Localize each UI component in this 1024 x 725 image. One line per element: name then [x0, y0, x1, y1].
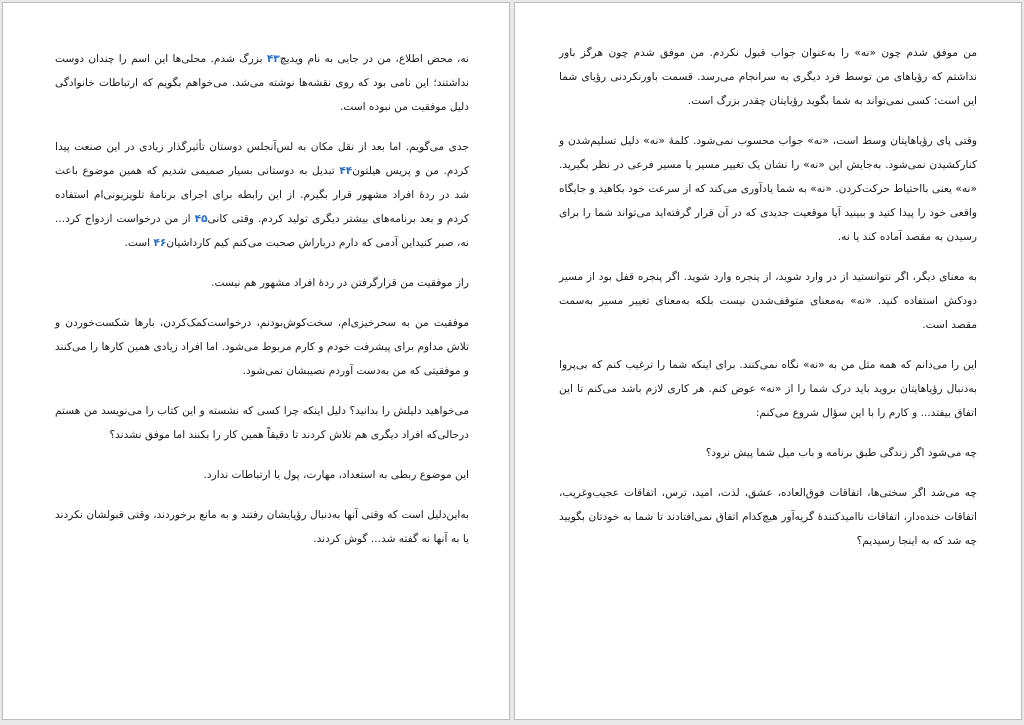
- paragraph: [559, 41, 977, 113]
- paragraph-text: چه می‌شد اگر سختی‌ها، اتفاقات فوق‌العاده، عشق، لذت، امید، ترس، اتفاقات عجیب‌وغریب، اتفاقات خنده‌دار، اتفاقات ناامیدکنندهٔ گریه‌آور هیچ‌کدام اتفاق نمی‌افتادند تا شما به خودتان بگویید چه شد که به اینجا رسیدیم؟: [559, 487, 977, 547]
- footnote-ref: ۴۴: [339, 165, 353, 177]
- paragraph: [55, 271, 469, 295]
- footnote-ref: ۴۳: [266, 53, 280, 65]
- paragraph-text: موفقیت من به سحرخیزی‌ام، سخت‌کوش‌بودنم، درخواست‌کمک‌کردن، بارها شکست‌خوردن و تلاش مداوم برای پیشرفت خودم و کارم مربوط می‌شود. اما افراد زیادی همین کارها را می‌کنند و موفقیتی که من به‌دست آوردم نصیبشان نمی‌شود.: [55, 317, 469, 377]
- paragraph: [55, 135, 469, 255]
- paragraph-text: این را می‌دانم که همه مثل من به «نه» نگاه نمی‌کنند. برای اینکه شما را ترغیب کنم که بی‌پروا به‌دنبال رؤیاهایتان بروید باید درک شما را از «نه» عوض کنم. هر کاری لازم باشد می‌کنم تا این اتفاق بیفتد... و کارم را با این سؤال شروع می‌کنم:: [559, 359, 977, 419]
- right-page: [514, 2, 1022, 720]
- paragraph: [559, 265, 977, 337]
- paragraph-text: این موضوع ربطی به استعداد، مهارت، پول یا ارتباطات ندارد.: [203, 469, 469, 481]
- paragraph: [559, 481, 977, 553]
- paragraph: [55, 311, 469, 383]
- paragraph-text: جدی می‌گویم. اما بعد از نقل مکان به لس‌آنجلس دوستان تأثیرگذار زیادی در این صنعت پیدا کردم. من و پریس هیلتون: [55, 141, 469, 177]
- paragraph-text: چه می‌شود اگر زندگی طبق برنامه و باب میل شما پیش نرود؟: [705, 447, 977, 459]
- paragraph: [55, 47, 469, 119]
- paragraph-text: من موفق شدم چون «نه» را به‌عنوان جواب قبول نکردم. من موفق شدم چون هرگز باور نداشتم که رؤیاهای من توسط فرد دیگری به سرانجام می‌رسد. قسمت باورنکردنی رؤیای شما این است: کسی نمی‌تواند به شما بگوید رؤیایتان چقدر بزرگ است.: [559, 47, 977, 107]
- paragraph-text: راز موفقیت من قرارگرفتن در ردهٔ افراد مشهور هم نیست.: [211, 277, 469, 289]
- paragraph-text: به‌این‌دلیل است که وقتی آنها به‌دنبال رؤیایشان رفتند و به مانع برخوردند، وقتی قبولشان نکردند یا به آنها نه گفته شد... گوش کردند.: [55, 509, 469, 545]
- paragraph: [55, 463, 469, 487]
- paragraph-text: بزرگ شدم. محلی‌ها این اسم را چندان دوست نداشتند؛ این نامی بود که روی نقشه‌ها نوشته می‌شد. می‌خواهم بگویم که ارتباطات خانوادگی دلیل موفقیت من نبوده است.: [55, 53, 469, 113]
- paragraph-text: می‌خواهید دلیلش را بدانید؟ دلیل اینکه چرا کسی که نشسته و این کتاب را می‌نویسد من هستم درحالی‌که افراد دیگری هم تلاش کردند تا دقیقاً همین کار را بکنند اما موفق نشدند؟: [55, 405, 469, 441]
- paragraph-text: از من درخواست ازدواج کرد... نه، صبر کنید‌این آدمی که دارم دربار‌اش صحبت می‌کنم کیم کارداشیان: [55, 213, 469, 249]
- paragraph: [559, 353, 977, 425]
- footnote-ref: ۴۶: [153, 237, 167, 249]
- paragraph-text: تبدیل به دوستانی بسیار صمیمی شدیم که همین موضوع باعث شد در ردهٔ افراد مشهور قرار بگیرم. از این رابطه برای اجرای برنامهٔ تلویزیونی‌ام استفاده کردم و بعد برنامه‌های بیشتر دیگری تولید کردم. وقتی کانی: [55, 165, 469, 225]
- paragraph-text: به معنای دیگر، اگر نتوانستید از در وارد شوید، از پنجره وارد شوید. اگر پنجره قفل بود از مسیر دودکش استفاده کنید. «نه» به‌معنای متوقف‌شدن نیست بلکه به‌معنای تغییر مسیر به‌سمت مقصد است.: [559, 271, 977, 331]
- footnote-ref: ۴۵: [194, 213, 208, 225]
- paragraph-text: وقتی پای رؤیاهایتان وسط است، «نه» جواب محسوب نمی‌شود. کلمهٔ «نه» دلیل تسلیم‌شدن و کنارکشیدن نمی‌شود. به‌جایش این «نه» را نشان یک تغییر مسیر یا مسیر فرعی در نظر بگیرید. «نه» یعنی بااحتیاط حرکت‌کردن. «نه» به شما یادآوری می‌کند که از سرعت خود بکاهید و جایگاه واقعی خود را پیدا کنید و ببینید آیا موقعیت جدیدی که در آن قرار گرفته‌اید می‌تواند شما را برای رسیدن به مقصد آماده کند یا نه.: [559, 135, 977, 243]
- left-page: [2, 2, 510, 720]
- paragraph-text: است.: [124, 237, 154, 249]
- paragraph: [559, 441, 977, 465]
- paragraph-text: نه، محض اطلاع، من در جایی به نام ویدیچ: [279, 53, 469, 65]
- paragraph: [55, 503, 469, 551]
- left-page-text: [55, 47, 469, 567]
- paragraph: [55, 399, 469, 447]
- right-page-text: [559, 41, 977, 569]
- paragraph: [559, 129, 977, 249]
